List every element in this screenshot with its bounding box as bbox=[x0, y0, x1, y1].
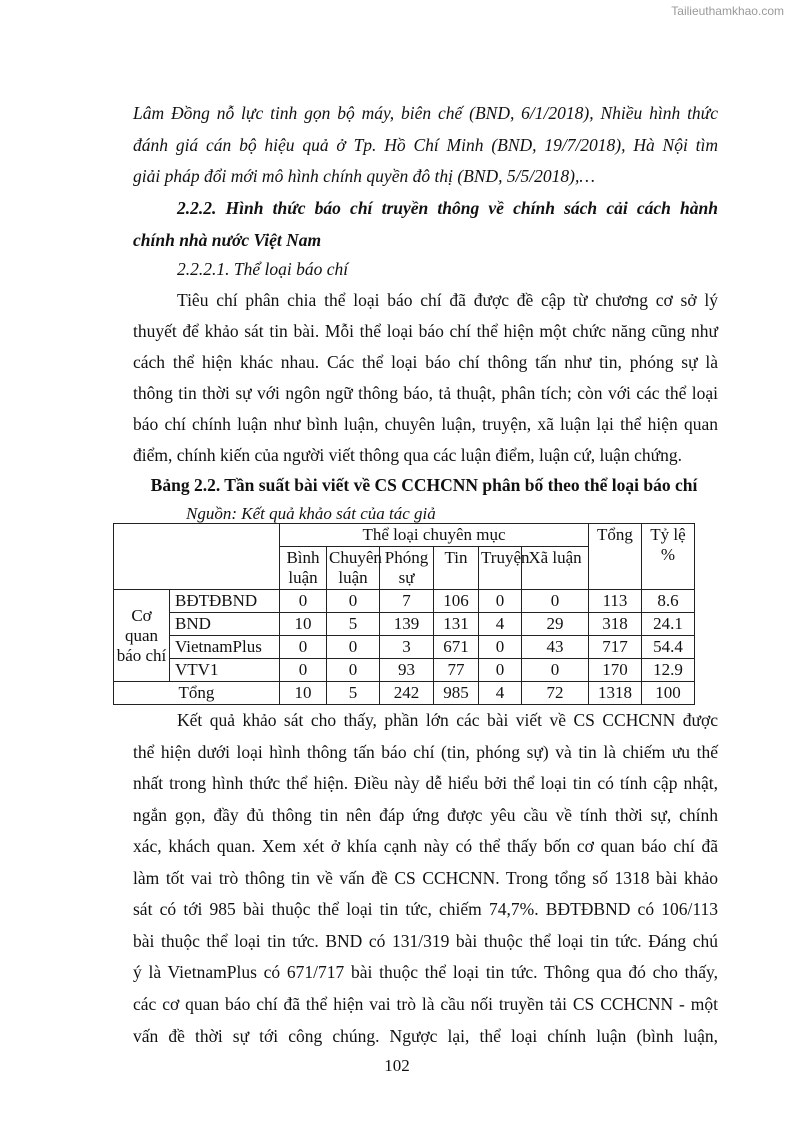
row-group-label: Cơ quan báo chí bbox=[114, 590, 170, 682]
column-header: Tin bbox=[434, 547, 479, 590]
text-line: thuyết để khảo sát tin bài. Mỗi thể loại báo chí thể hiện một chức năng cũng như bbox=[133, 321, 718, 341]
table-cell: 54.4 bbox=[642, 636, 695, 659]
table-cell: 0 bbox=[280, 659, 327, 682]
table-row bbox=[114, 659, 750, 682]
table-cell: 717 bbox=[589, 636, 642, 659]
text-line: vấn đề thời sự tới công chúng. Ngược lại, thể loại chính luận (bình luận, bbox=[133, 1026, 718, 1046]
text-line: sát có tới 985 bài thuộc thể loại tin tức, chiếm 74,7%. BĐTĐBND có 106/113 bbox=[133, 899, 718, 919]
text-line: cách thể hiện khác nhau. Các thể loại báo chí thông tấn như tin, phóng sự là bbox=[133, 352, 718, 372]
table-cell: 113 bbox=[589, 590, 642, 613]
table-cell: 7 bbox=[380, 590, 434, 613]
table-title: Bảng 2.2. Tần suất bài viết về CS CCHCNN phân bố theo thể loại báo chí bbox=[150, 475, 698, 495]
table-cell: 100 bbox=[642, 682, 695, 705]
text-line: xác, khách quan. Xem xét ở khía cạnh này có thể thấy bốn cơ quan báo chí đã bbox=[133, 836, 718, 856]
table-cell: 985 bbox=[434, 682, 479, 705]
text-line: ý là VietnamPlus có 671/717 bài thuộc thể loại tin tức. Thông qua đó cho thấy, bbox=[133, 962, 718, 982]
table-cell: 0 bbox=[479, 659, 522, 682]
text-line: các cơ quan báo chí đã thể hiện vai trò là cầu nối truyền tải CS CCHCNN - một bbox=[133, 994, 718, 1014]
table-row bbox=[114, 613, 750, 636]
table-cell: 93 bbox=[380, 659, 434, 682]
table-cell: 0 bbox=[522, 659, 589, 682]
empty-header-cell bbox=[114, 524, 280, 590]
table-cell: 0 bbox=[280, 590, 327, 613]
page-number: 102 bbox=[384, 1056, 410, 1075]
table-cell: 139 bbox=[380, 613, 434, 636]
outlet-name: BĐTĐBND bbox=[170, 590, 280, 613]
table-cell: 10 bbox=[280, 682, 327, 705]
subheading: 2.2.2.1. Thể loại báo chí bbox=[177, 259, 349, 279]
table-cell: 0 bbox=[280, 636, 327, 659]
table-cell: 5 bbox=[327, 613, 380, 636]
text-line: báo chí chính luận như bình luận, chuyên luận, truyện, xã luận lại thể hiện quan bbox=[133, 414, 718, 434]
text-line: Lâm Đồng nỗ lực tinh gọn bộ máy, biên chế (BND, 6/1/2018), Nhiều hình thức bbox=[133, 103, 718, 123]
table-cell: 12.9 bbox=[642, 659, 695, 682]
text-line: giải pháp đổi mới mô hình chính quyền đô thị (BND, 5/5/2018),… bbox=[133, 166, 595, 186]
text-line: điểm, chính kiến của người viết thông qua các luận điểm, luận cứ, luận chứng. bbox=[133, 445, 682, 465]
table-cell: 77 bbox=[434, 659, 479, 682]
table-cell: 0 bbox=[522, 590, 589, 613]
group-header: Thể loại chuyên mục bbox=[280, 524, 589, 547]
table-cell: 72 bbox=[522, 682, 589, 705]
table-cell: 10 bbox=[280, 613, 327, 636]
table-cell: 0 bbox=[327, 636, 380, 659]
watermark: Tailieuthamkhao.com bbox=[671, 4, 784, 18]
table-cell: 242 bbox=[380, 682, 434, 705]
text-line: thể hiện dưới loại hình thông tấn báo chí (tin, phóng sự) và tin là chiếm ưu thế bbox=[133, 742, 718, 762]
text-line: Kết quả khảo sát cho thấy, phần lớn các bài viết về CS CCHCNN được bbox=[177, 710, 718, 730]
table-cell: 5 bbox=[327, 682, 380, 705]
column-header: Chuyên luận bbox=[327, 547, 380, 590]
table-header-row bbox=[114, 524, 750, 547]
outlet-name: VTV1 bbox=[170, 659, 280, 682]
table-row bbox=[114, 636, 750, 659]
table-total-row bbox=[114, 682, 750, 705]
text-line: ngắn gọn, đầy đủ thông tin nên đáp ứng được yêu cầu về tính thời sự, chính bbox=[133, 805, 718, 825]
table-cell: 0 bbox=[479, 636, 522, 659]
text-line: bài thuộc thể loại tin tức. BND có 131/319 bài thuộc thể loại tin tức. Đáng chú bbox=[133, 931, 718, 951]
table-cell: 131 bbox=[434, 613, 479, 636]
outlet-name: VietnamPlus bbox=[170, 636, 280, 659]
table-cell: 671 bbox=[434, 636, 479, 659]
table-cell: 24.1 bbox=[642, 613, 695, 636]
ratio-header: Tỷ lệ % bbox=[642, 524, 695, 590]
table-cell: 1318 bbox=[589, 682, 642, 705]
outlet-name: BND bbox=[170, 613, 280, 636]
table-cell: 4 bbox=[479, 682, 522, 705]
table-cell: 170 bbox=[589, 659, 642, 682]
table-row bbox=[114, 590, 750, 613]
column-header: Truyện bbox=[479, 547, 522, 590]
table-cell: 318 bbox=[589, 613, 642, 636]
column-header: Xã luận bbox=[522, 547, 589, 590]
table-cell: 4 bbox=[479, 613, 522, 636]
table-cell: 29 bbox=[522, 613, 589, 636]
genre-frequency-table bbox=[113, 523, 750, 705]
total-label: Tổng bbox=[114, 682, 280, 705]
total-header: Tổng bbox=[589, 524, 642, 590]
table-cell: 43 bbox=[522, 636, 589, 659]
table-cell: 106 bbox=[434, 590, 479, 613]
heading-line: chính nhà nước Việt Nam bbox=[133, 230, 322, 250]
text-line: nhất trong hình thức thể hiện. Điều này dễ hiểu bởi thể loại tin có tính cập nhật, bbox=[133, 773, 718, 793]
table-cell: 0 bbox=[327, 659, 380, 682]
table-cell: 0 bbox=[479, 590, 522, 613]
heading-line: 2.2.2. Hình thức báo chí truyền thông về chính sách cải cách hành bbox=[177, 198, 718, 218]
text-line: đánh giá cán bộ hiệu quả ở Tp. Hồ Chí Minh (BND, 19/7/2018), Hà Nội tìm bbox=[133, 135, 718, 155]
text-line: làm tốt vai trò thông tin về vấn đề CS CCHCNN. Trong tổng số 1318 bài khảo bbox=[133, 868, 718, 888]
text-line: thông tin thời sự với ngôn ngữ thông báo, tả thuật, phân tích; còn với các thể loại bbox=[133, 383, 718, 403]
table-source: Nguồn: Kết quả khảo sát của tác giả bbox=[186, 504, 436, 523]
column-header: Bình luận bbox=[280, 547, 327, 590]
column-header: Phóng sự bbox=[380, 547, 434, 590]
table-cell: 8.6 bbox=[642, 590, 695, 613]
text-line: Tiêu chí phân chia thể loại báo chí đã được đề cập từ chương cơ sở lý bbox=[177, 290, 718, 310]
table-cell: 0 bbox=[327, 590, 380, 613]
table-cell: 3 bbox=[380, 636, 434, 659]
